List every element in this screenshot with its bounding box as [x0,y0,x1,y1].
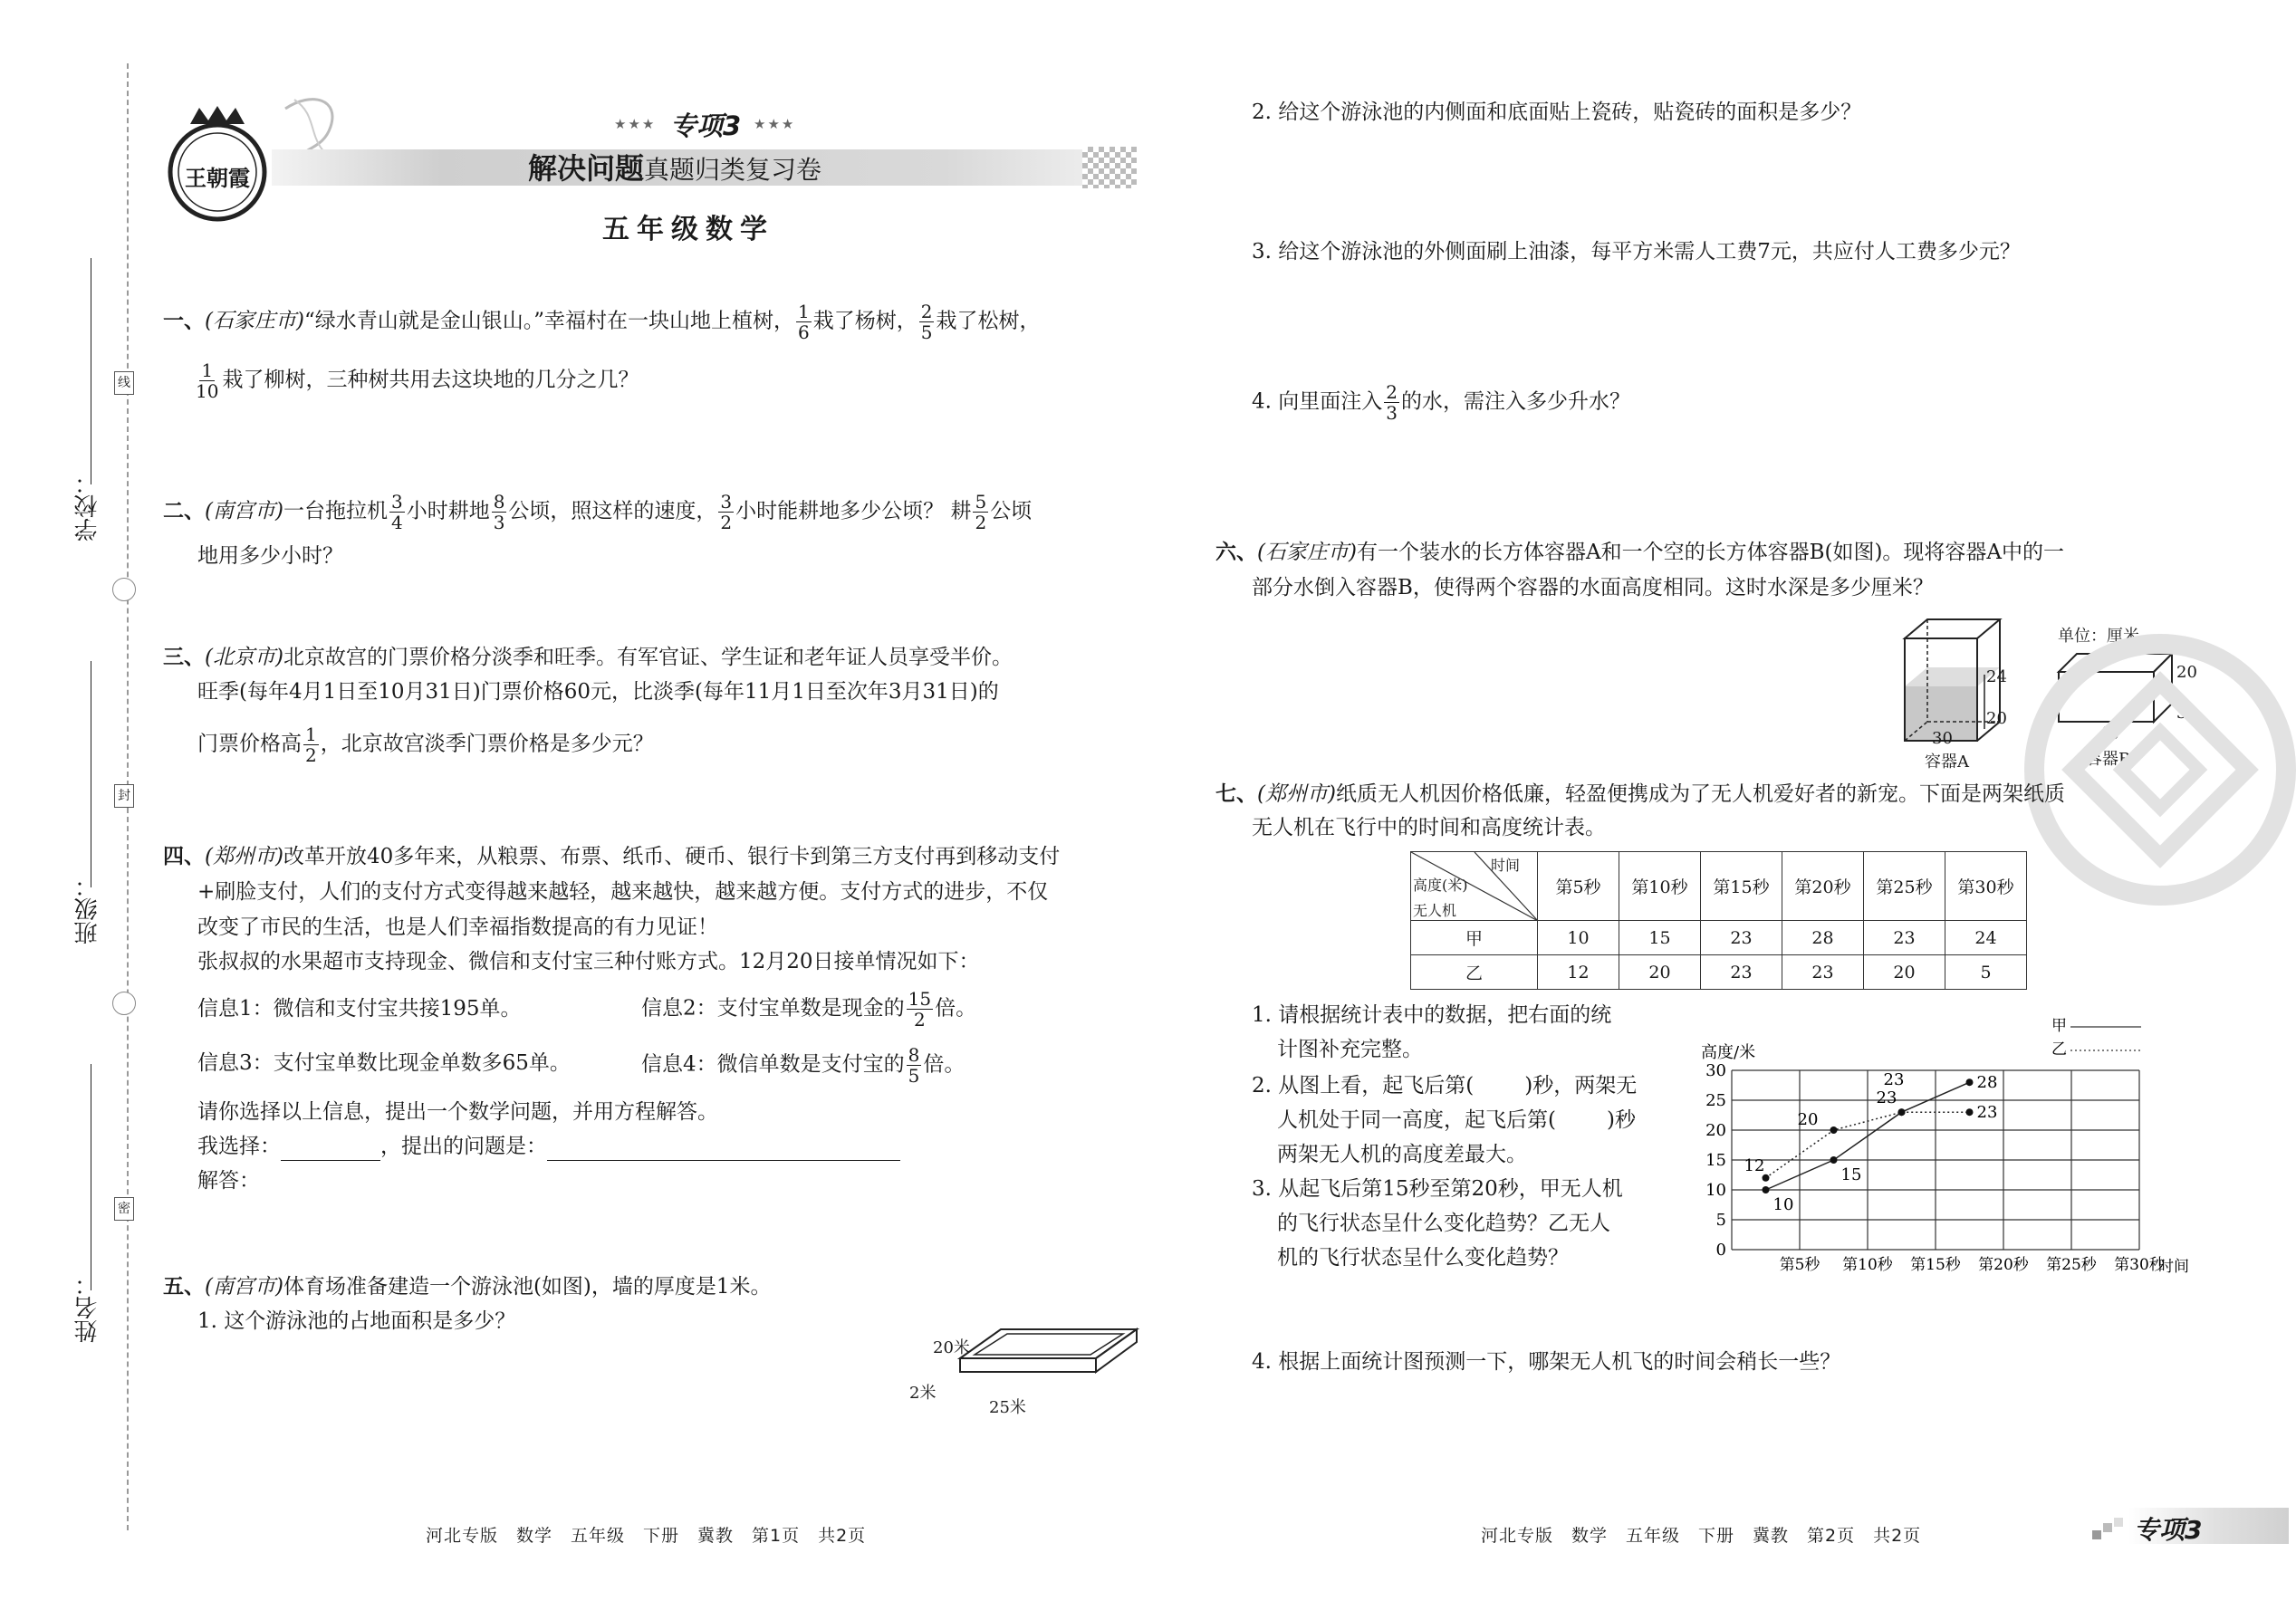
flower-icon [112,992,136,1015]
q7-sub3-c: 机的飞行状态呈什么变化趋势？ [1277,1246,1569,1270]
title-rest: 真题归类复习卷 [644,155,822,185]
table-header: 第10秒 [1619,852,1701,921]
side-school-label: 学校： [74,471,101,542]
row-name: 乙 [1411,955,1538,990]
checker-pattern [1082,147,1137,188]
q7-sub1-b: 计图补充完整。 [1277,1038,1423,1061]
q2-frac3: $\frac{3}{2}$ [720,491,733,533]
table-cell: 5 [1945,955,2027,990]
q1-line1: 一、(石家庄市)“绿水青山就是金山银山。”幸福村在一块山地上植树， $\frac{1}{6}$ 栽了杨树， $\frac{2}{5}$ 栽了松树， [163,301,1041,343]
data-point [1763,1186,1770,1193]
container-a-bottom-label: 30 [1932,729,1953,748]
footer-badge-text: 专项3 [2134,1515,2203,1545]
table-cell: 24 [1945,921,2027,955]
table-cell: 23 [1782,955,1864,990]
x-tick-label: 第5秒 [1779,1256,1820,1274]
x-tick-label: 第30秒 [2114,1256,2165,1274]
q1-frac2: $\frac{2}{5}$ [920,301,933,343]
q1-number: 一、 [163,308,205,333]
q6-line1: 六、(石家庄市)有一个装水的长方体容器A和一个空的长方体容器B(如图)。现将容器A中的一 [1215,540,2065,564]
table-cell: 20 [1864,955,1945,990]
x-tick-label: 第25秒 [2046,1256,2097,1274]
data-label: 15 [1840,1165,1862,1184]
corner-height: 高度(米) [1413,877,1468,894]
table-cell: 12 [1538,955,1619,990]
title-bold: 解决问题 [528,151,645,186]
q2-frac1: $\frac{3}{4}$ [390,491,403,533]
data-point [1763,1174,1770,1182]
q2-frac4: $\frac{5}{2}$ [975,491,987,533]
table-cell: 23 [1864,921,1945,955]
q7-sub3-a: 3. 从起飞后第15秒至第20秒，甲无人机 [1252,1177,1623,1201]
container-b-name: 容器B [2086,750,2131,769]
topic-label: 专项3 [670,110,742,141]
q4-info4-frac: $\frac{8}{5}$ [908,1044,920,1087]
mark-seal-box: 封 [114,784,134,808]
data-point [1830,1156,1838,1164]
table-cell: 23 [1701,955,1782,990]
q4-info3: 信息3：支付宝单数比现金单数多65单。 [197,1051,571,1075]
q7-sub2-c: 人机处于同一高度，起飞后第( )秒 [1277,1108,1636,1132]
footer-squares-icon [2092,1518,2125,1541]
data-label: 10 [1772,1195,1794,1214]
footer-right: 河北专版 数学 五年级 下册 冀教 第2页 共2页 [1481,1526,1922,1546]
table-header: 第15秒 [1701,852,1782,921]
y-axis-label: 高度/米 [1701,1043,1756,1062]
subtitle: 五年级数学 [602,214,774,245]
corner-time: 时间 [1491,857,1521,874]
q3-line2: 旺季(每年4月1日至10月31日)门票价格60元，比淡季(每年11月1日至次年3月31日)的 [197,680,999,704]
container-b-depth-label: 30 [2176,704,2197,723]
table-header: 第5秒 [1538,852,1619,921]
legend-label: 乙 [2051,1040,2067,1059]
q3-line3: 门票价格高 $\frac{1}{2}$ ，北京故宫淡季门票价格是多少元？ [197,724,654,766]
q1-frac3: $\frac{1}{10}$ [196,359,219,402]
x-tick-label: 第10秒 [1842,1256,1893,1274]
table-header: 第30秒 [1945,852,2027,921]
side-name-label: 姓名： [74,1272,101,1343]
q1-text-a: “绿水青山就是金山银山。”幸福村在一块山地上植树， [303,309,794,333]
q7-line2: 无人机在飞行中的时间和高度统计表。 [1252,816,1606,839]
data-label: 23 [1976,1103,1998,1123]
q7-sub2-a: 2. 从图上看，起飞后第( )秒，两架无 [1252,1074,1638,1098]
header-stars-right: ★★★ [754,116,796,132]
corner-drone: 无人机 [1413,902,1457,919]
container-a-side-label: 20 [1986,709,2007,728]
table-row [1411,921,2027,955]
data-point [1830,1126,1838,1134]
seal-icon [2044,654,2276,886]
chart-svg [1694,1014,2189,1286]
q2-line1: 二、(南宫市)一台拖拉机 $\frac{3}{4}$ 小时耕地 $\frac{8}{3}$ 公顷，照这样的速度， $\frac{3}{2}$ 小时能耕地多少公顷？ 耕 $\frac{5}{2}$ 公顷 [163,491,1033,533]
q4-info4: 信息4：微信单数是支付宝的 $\frac{8}{5}$ 倍。 [641,1044,965,1087]
q7-sub4: 4. 根据上面统计图预测一下，哪架无人机飞的时间会稍长一些？ [1252,1350,1841,1374]
data-label: 12 [1744,1155,1765,1175]
q1-frac1: $\frac{1}{6}$ [797,301,810,343]
legend-label: 甲 [2051,1017,2067,1035]
pool-length-label: 25米 [989,1398,1026,1417]
q2-frac2: $\frac{8}{3}$ [493,491,505,533]
logo [163,104,272,226]
pool-figure [906,1322,1150,1422]
mark-line-box: 线 [114,371,134,395]
data-point [1966,1078,1974,1086]
q1-source: (石家庄市) [205,309,304,333]
x-axis-label: 时间 [2158,1258,2189,1276]
unit-label: 单位：厘米 [2058,627,2139,646]
q4-ask: 请你选择以上信息，提出一个数学问题，并用方程解答。 [197,1100,718,1124]
table-corner [1411,852,1538,921]
q3-line1: 三、(北京市)北京故宫的门票价格分淡季和旺季。有军官证、学生证和老年证人员享受半价。 [163,645,1013,669]
side-class-label: 班级： [74,874,101,944]
data-point [1898,1108,1906,1116]
q4-line1: 四、(郑州市)改革开放40多年来，从粮票、布票、纸币、硬币、银行卡到第三方支付再到移动支付 [163,844,1061,868]
footer-left: 河北专版 数学 五年级 下册 冀教 第1页 共2页 [426,1526,867,1546]
q7-sub3-b: 的飞行状态呈什么变化趋势？乙无人 [1277,1212,1610,1235]
pool-depth-label: 2米 [909,1384,937,1403]
q1-line2: $\frac{1}{10}$ 栽了柳树，三种树共用去这块地的几分之几？ [196,359,639,402]
table-row [1411,955,2027,990]
q4-choose-line: 我选择： ，提出的问题是： [197,1132,900,1161]
q4-answer: 解答： [197,1169,260,1193]
y-tick-label: 15 [1705,1151,1726,1170]
row-name: 甲 [1411,921,1538,955]
y-tick-label: 0 [1715,1241,1726,1260]
flower-icon [112,578,136,601]
q4-line4: 张叔叔的水果超市支持现金、微信和支付宝三种付账方式。12月20日接单情况如下： [197,950,980,973]
y-tick-label: 10 [1705,1181,1726,1200]
data-label: 20 [1797,1110,1819,1129]
y-tick-label: 30 [1705,1061,1726,1080]
logo-text: 王朝霞 [185,165,250,191]
table-cell: 23 [1701,921,1782,955]
line-chart [1694,1014,2189,1286]
data-label: 23 [1883,1070,1905,1090]
q7-sub1-a: 1. 请根据统计表中的数据，把右面的统 [1252,1003,1612,1027]
q4-info2: 信息2：支付宝单数是现金的 $\frac{15}{2}$ 倍。 [641,988,977,1030]
q6-line2: 部分水倒入容器B，使得两个容器的水面高度相同。这时水深是多少厘米？ [1252,576,1934,599]
data-label: 23 [1876,1088,1897,1108]
y-tick-label: 5 [1715,1211,1726,1230]
q5-sub3: 3. 给这个游泳池的外侧面刷上油漆，每平方米需人工费7元，共应付人工费多少元？ [1252,240,2021,264]
q4-line2: +刷脸支付，人们的支付方式变得越来越轻，越来越快，越来越方便。支付方式的进步，不仅 [197,880,1049,904]
stats-table [1410,851,2027,990]
q4-info1: 信息1：微信和支付宝共接195单。 [197,997,522,1021]
table-cell: 15 [1619,921,1701,955]
q7-sub2-e: 两架无人机的高度差最大。 [1277,1143,1527,1166]
y-tick-label: 25 [1705,1091,1726,1110]
q5-sub4: 4. 向里面注入 $\frac{2}{3}$ 的水，需注入多少升水？ [1252,381,1630,424]
data-label: 28 [1976,1073,1998,1093]
q4-line3: 改变了市民的生活，也是人们幸福指数提高的有力见证！ [197,915,718,939]
container-a-name: 容器A [1925,752,1969,772]
container-b-height-label: 20 [2176,663,2197,682]
q5-line1: 五、(南宫市)体育场准备建造一个游泳池(如图)，墙的厚度是1米。 [163,1274,772,1299]
q5-sub4-frac: $\frac{2}{3}$ [1386,381,1398,424]
x-tick-label: 第15秒 [1910,1256,1961,1274]
container-b-length-label: 40 [2099,724,2119,743]
q4-info2-frac: $\frac{15}{2}$ [908,988,932,1030]
page-title [528,152,821,187]
header-stars-left: ★★★ [614,116,657,132]
container-a-water-label: 24 [1986,667,2007,686]
table-header: 第20秒 [1782,852,1864,921]
q2-line2: 地用多少小时？ [197,544,343,568]
watermark-seal [2024,634,2296,906]
question-blank[interactable] [547,1137,900,1161]
table-cell: 28 [1782,921,1864,955]
pool-width-label: 20米 [933,1338,970,1357]
q5-sub2: 2. 给这个游泳池的内侧面和底面贴上瓷砖，贴瓷砖的面积是多少？ [1252,101,1862,124]
q5-sub1: 1. 这个游泳池的占地面积是多少？ [197,1309,516,1333]
x-tick-label: 第20秒 [1978,1256,2029,1274]
choose-blank[interactable] [281,1137,380,1161]
data-point [1966,1108,1974,1116]
table-cell: 10 [1538,921,1619,955]
table-cell: 20 [1619,955,1701,990]
table-header: 第25秒 [1864,852,1945,921]
q7-line1: 七、(郑州市)纸质无人机因价格低廉，轻盈便携成为了无人机爱好者的新宠。下面是两架纸质 [1215,781,2065,806]
q3-frac1: $\frac{1}{2}$ [305,724,317,766]
container-a-figure [1888,602,2015,779]
mark-secret-box: 密 [114,1197,134,1221]
y-tick-label: 20 [1705,1121,1726,1140]
